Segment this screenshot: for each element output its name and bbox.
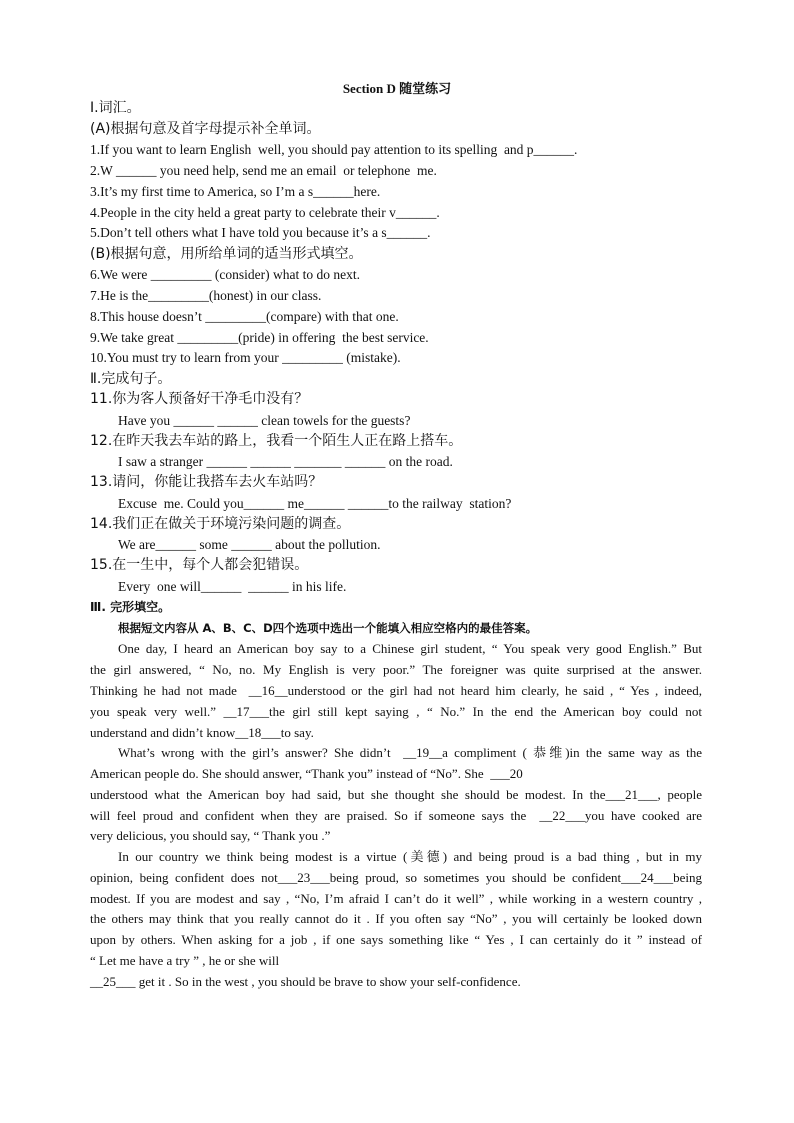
question-3: 3.It’s my first time to America, so I’m a s______here.: [90, 184, 381, 199]
question-14-chinese: 14.我们正在做关于环境污染问题的调查。: [90, 516, 351, 532]
question-1: 1.If you want to learn English well, you should pay attention to its spelling and p______.: [90, 142, 578, 157]
question-11-chinese: 11.你为客人预备好干净毛巾没有？: [90, 391, 309, 407]
cloze-line: One day, I heard an American boy say to a Chinese girl student, “ You speak very good English.” But: [118, 641, 702, 656]
question-14-english: We are______ some ______ about the pollution.: [118, 537, 381, 552]
question-13-english: Excuse me. Could you______ me______ ______to the railway station?: [118, 496, 512, 511]
cloze-line: very delicious, you should say, “ Thank you .”: [90, 828, 331, 843]
question-11-english: Have you ______ ______ clean towels for the guests?: [118, 413, 411, 428]
question-2: 2.W ______ you need help, send me an email or telephone me.: [90, 163, 437, 178]
question-10: 10.You must try to learn from your _________ (mistake).: [90, 350, 401, 365]
question-5: 5.Don’t tell others what I have told you because it’s a s______.: [90, 225, 431, 240]
cloze-line: will feel proud and confident when they are praised. So if someone says the __22___you have cooked are: [90, 808, 702, 823]
question-4: 4.People in the city held a great party to celebrate their v______.: [90, 205, 440, 220]
cloze-line: What’s wrong with the girl’s answer? She didn’t __19__a compliment ( 恭维)in the same way as the: [118, 745, 702, 760]
cloze-line: you speak very well.” __17___the girl still kept saying , “ No.” In the end the American boy could not: [90, 704, 702, 719]
cloze-line: In our country we think being modest is a virtue (美德) and being proud is a bad thing , but in my: [118, 849, 702, 864]
sentences-heading: Ⅱ.完成句子。: [90, 371, 172, 387]
cloze-heading: Ⅲ. 完形填空。: [90, 600, 171, 614]
question-13-chinese: 13.请问，你能让我搭车去火车站吗？: [90, 474, 323, 490]
question-15-english: Every one will______ ______ in his life.: [118, 579, 347, 594]
cloze-line: upon by others. When asking for a job , if one says something like “ Yes , I can certainly do it ” instead of: [90, 932, 702, 947]
vocab-heading: Ⅰ.词汇。: [90, 100, 141, 116]
cloze-line: the girl answered, “ No, no. My English is very poor.” The foreigner was quite surprised at the answer.: [90, 662, 702, 677]
question-9: 9.We take great _________(pride) in offering the best service.: [90, 330, 429, 345]
question-8: 8.This house doesn’t _________(compare) with that one.: [90, 309, 399, 324]
question-12-english: I saw a stranger ______ ______ _______ ______ on the road.: [118, 454, 453, 469]
cloze-line: understand and didn’t know__18___to say.: [90, 725, 314, 740]
question-15-chinese: 15.在一生中，每个人都会犯错误。: [90, 557, 309, 573]
cloze-line: opinion, being confident does not___23___being proud, so sometimes you should be confident___24___being: [90, 870, 702, 885]
vocab-part-b: (B)根据句意，用所给单词的适当形式填空。: [90, 246, 363, 262]
question-12-chinese: 12.在昨天我去车站的路上，我看一个陌生人正在路上搭车。: [90, 433, 463, 449]
cloze-line: understood what the American boy had said, but she thought she should be modest. In the___21___, people: [90, 787, 702, 802]
vocab-part-a: (A)根据句意及首字母提示补全单词。: [90, 121, 321, 137]
cloze-instruction: 根据短文内容从 A、B、C、D四个选项中选出一个能填入相应空格内的最佳答案。: [118, 621, 538, 635]
cloze-line: American people do. She should answer, “Thank you” instead of “No”. She ___20: [90, 766, 523, 781]
question-7: 7.He is the_________(honest) in our class.: [90, 288, 322, 303]
cloze-line: Thinking he had not made __16__understood or the girl had not heard him clearly, he said , “ Yes , indeed,: [90, 683, 702, 698]
cloze-line: “ Let me have a try ” , he or she will: [90, 953, 280, 968]
cloze-line: modest. If you are modest and say , “No, I’m afraid I can’t do it well” , while working in a western country ,: [90, 891, 702, 906]
cloze-line: the others may think that you really cannot do it . If you often say “No” , you will certainly be looked down: [90, 911, 702, 926]
question-6: 6.We were _________ (consider) what to do next.: [90, 267, 360, 282]
page-title: Section D 随堂练习: [342, 81, 452, 96]
cloze-line: __25___ get it . So in the west , you should be brave to show your self-confidence.: [90, 974, 521, 989]
